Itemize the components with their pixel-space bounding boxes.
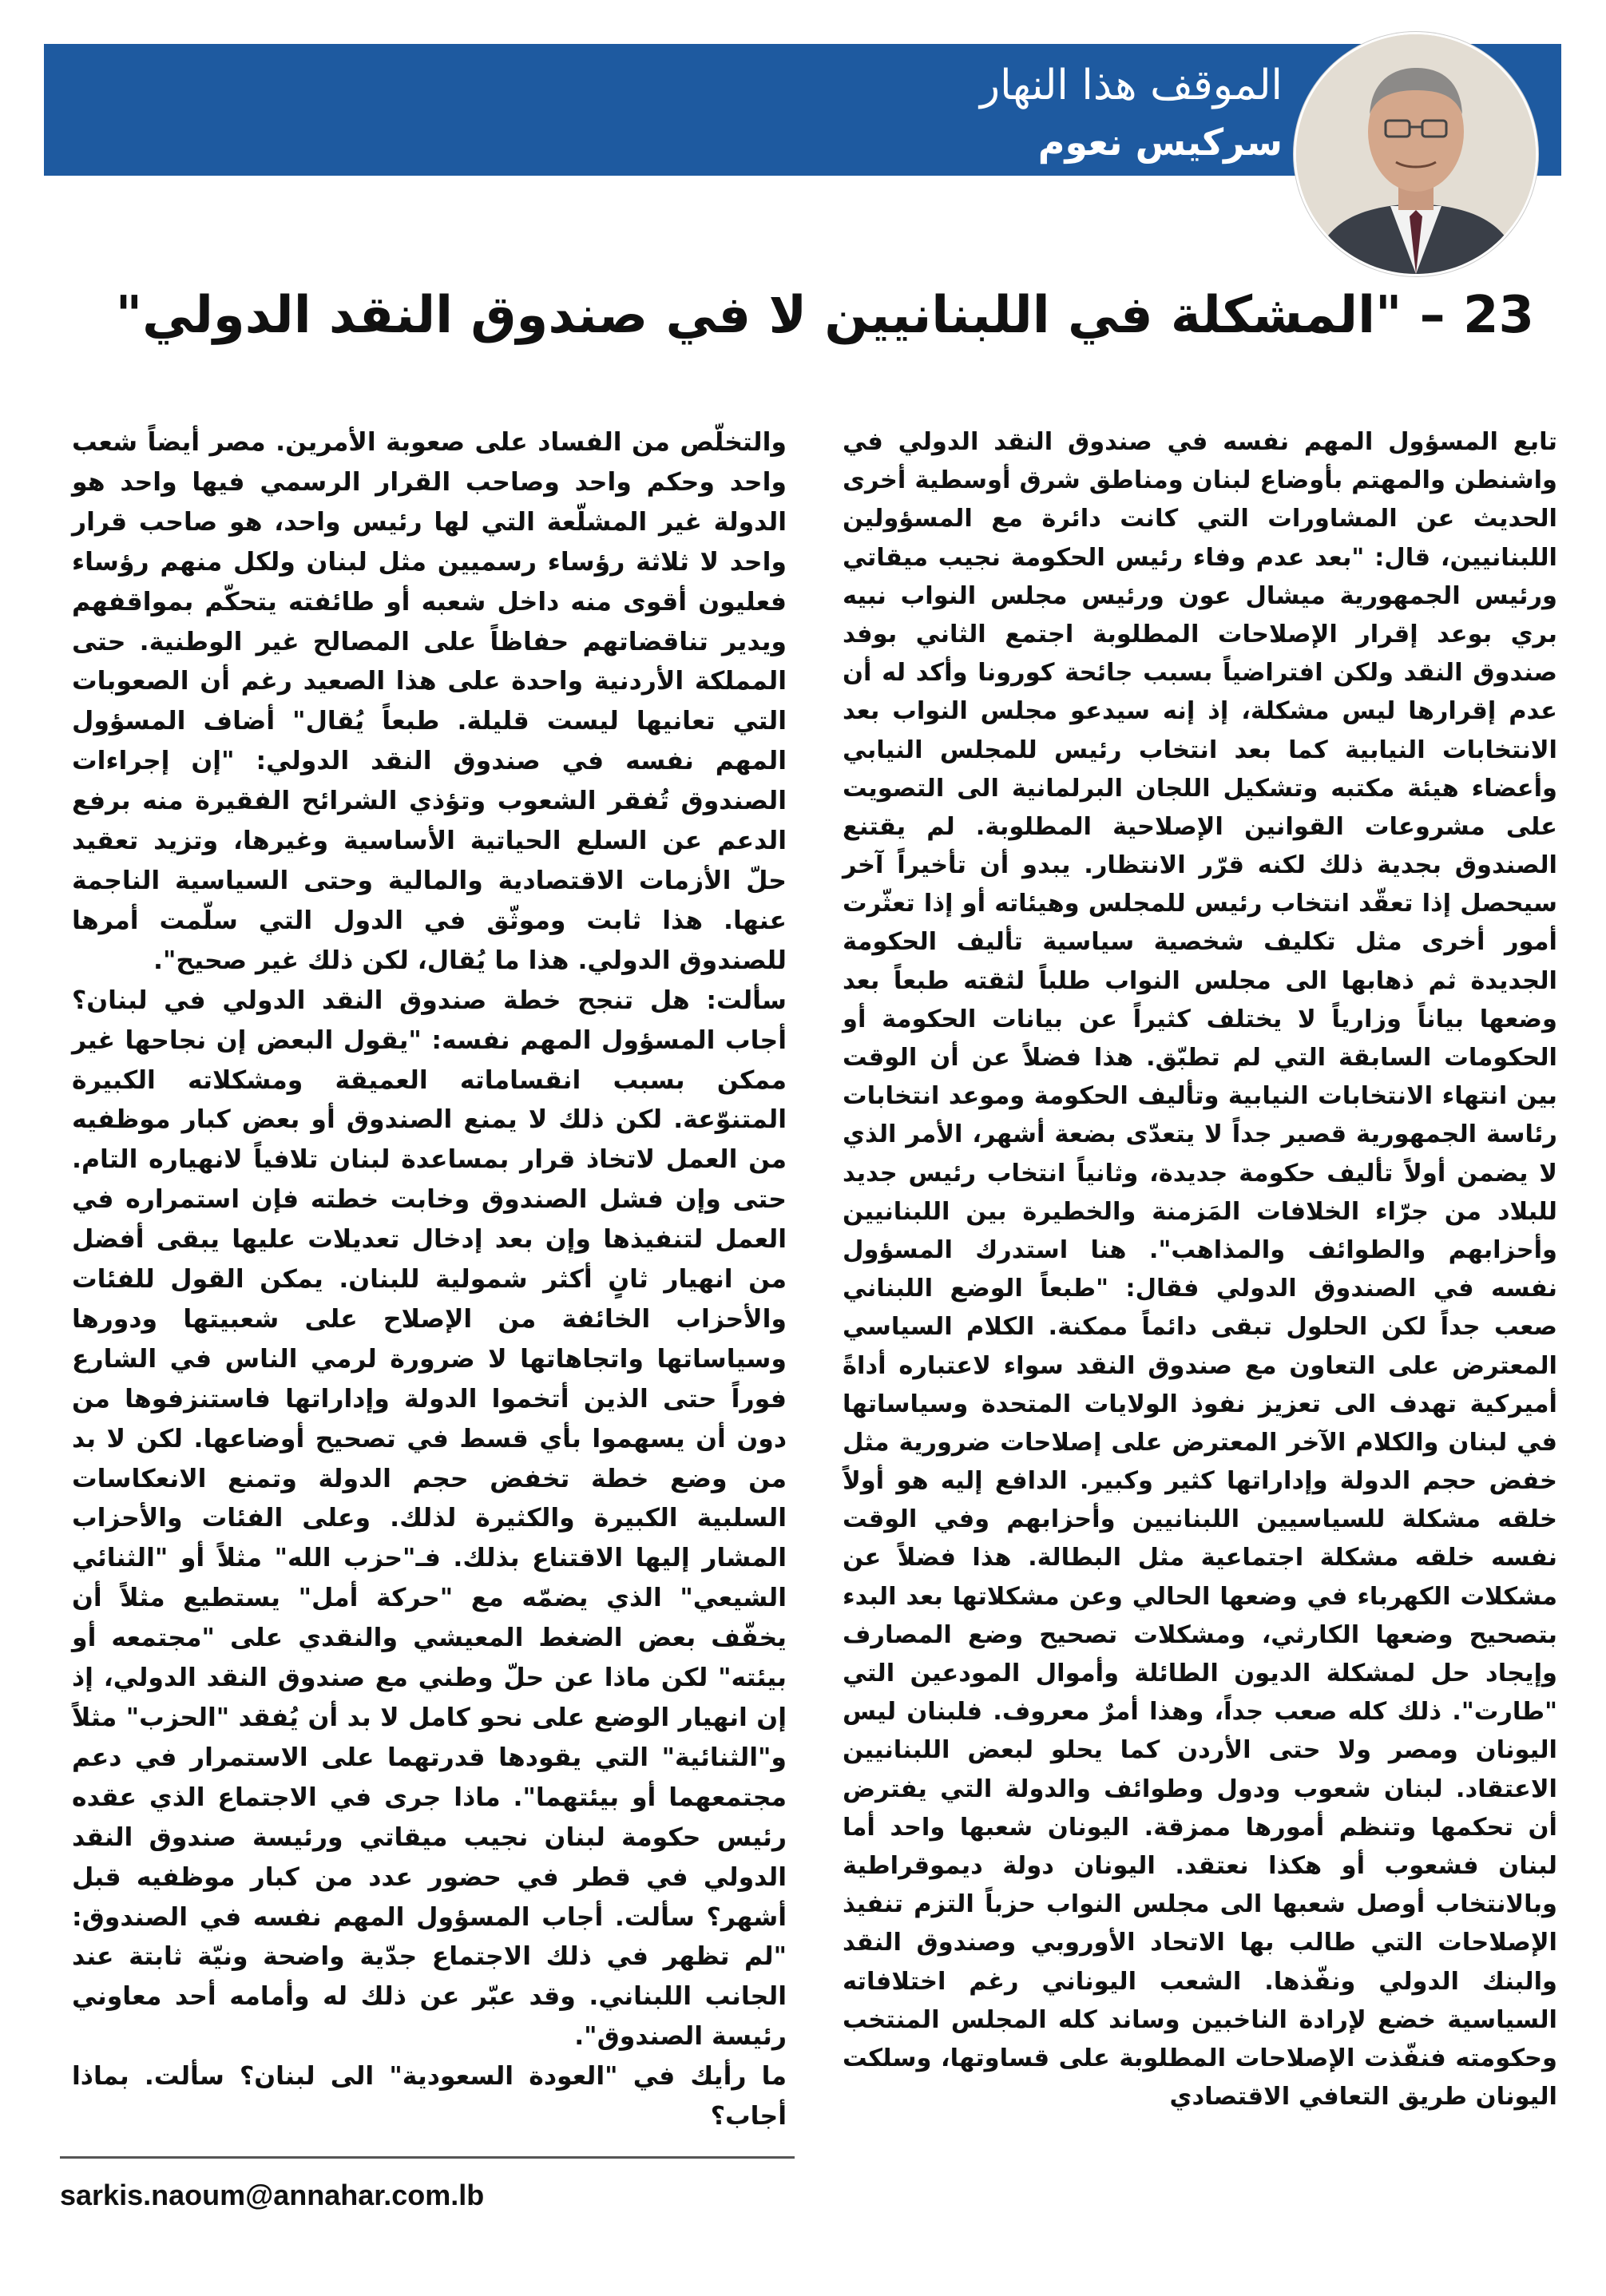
- author-portrait: [1294, 32, 1538, 276]
- author-email: sarkis.naoum@annahar.com.lb: [60, 2179, 485, 2211]
- column-name: الموقف هذا النهار: [979, 61, 1283, 109]
- paragraph: سألت: هل تنجح خطة صندوق النقد الدولي في لبنان؟ أجاب المسؤول المهم نفسه: "يقول البعض إن نجاحها غير ممكن بسبب انقساماته العميقة ومشكلاته الكبيرة المتنوّعة. لكن ذلك لا يمنع الصندوق أو بعض كبار موظفيه من العمل لاتخاذ قرار بمساعدة لبنان تلافياً لانهياره التام. حتى وإن فشل الصندوق وخابت خطته فإن استمراره في العمل لتنفيذها وإن بعد إدخال تعديلات عليها يبقى أفضل من انهيار ثانٍ أكثر شمولية للبنان. يمكن القول للفئات والأحزاب الخائفة من الإصلاح على شعبيتها ودورها وسياساتها واتجاهاتها لا ضرورة لرمي الناس في الشارع فوراً حتى الذين أتخموا الدولة وإداراتها فاستنزفوها من دون أن يسهموا بأي قسط في تصحيح أوضاعها. لكن لا بد من وضع خطة تخفض حجم الدولة وتمنع الانعكاسات السلبية الكبيرة والكثيرة لذلك. وعلى الفئات والأحزاب المشار إليها الاقتناع بذلك. فـ"حزب الله" مثلاً أو "الثنائي الشيعي" الذي يضمّه مع "حركة أمل" يستطيع مثلاً أن يخفّف بعض الضغط المعيشي والنقدي على "مجتمعه أو بيئته" لكن ماذا عن حلّ وطني مع صندوق النقد الدولي، إذ إن انهيار الوضع على نحو كامل لا بد أن يُفقد "الحزب" مثلاً و"الثنائية" التي يقودها قدرتهما على الاستمرار في دعم مجتمعهما أو بيئتهما". ماذا جرى في الاجتماع الذي عقده رئيس حكومة لبنان نجيب ميقاتي ورئيسة صندوق النقد الدولي في قطر في حضور عدد من كبار موظفيه قبل أشهر؟ سألت. أجاب المسؤول المهم نفسه في الصندوق: "لم تظهر في ذلك الاجتماع جدّية واضحة ونيّة ثابتة عند الجانب اللبناني. وقد عبّر عن ذلك له وأمامه أحد معاوني رئيسة الصندوق".: [72, 985, 787, 2052]
- author-name: سركيس نعوم: [1037, 121, 1283, 164]
- headline: 23 – "المشكلة في اللبنانيين لا في صندوق النقد الدولي": [115, 286, 1534, 345]
- paragraph: والتخلّص من الفساد على صعوبة الأمرين. مصر أيضاً شعب واحد وحكم واحد وصاحب القرار الرسمي فيها واحد هو الدولة غير المشلّعة التي لها رئيس واحد، هو صاحب قرار واحد لا ثلاثة رؤساء رسميين مثل لبنان ولكل منهم رؤساء فعليون أقوى منه داخل شعبه أو طائفته يتحكّم بمواقفهم ويدير تناقضاتهم حفاظاً على المصالح غير الوطنية. حتى المملكة الأردنية واحدة على هذا الصعيد رغم أن الصعوبات التي تعانيها ليست قليلة. طبعاً يُقال" أضاف المسؤول المهم نفسه في صندوق النقد الدولي: "إن إجراءات الصندوق تُفقر الشعوب وتؤذي الشرائح الفقيرة منه برفع الدعم عن السلع الحياتية الأساسية وغيرها، وتزيد تعقيد حلّ الأزمات الاقتصادية والمالية وحتى السياسية الناجمة عنها. هذا ثابت وموثّق في الدول التي سلّمت أمرها للصندوق الدولي. هذا ما يُقال، لكن ذلك غير صحيح".: [72, 428, 787, 975]
- article-column-left: [72, 423, 787, 2137]
- article-column-right: [843, 423, 1557, 2116]
- footer-divider: [60, 2156, 795, 2159]
- paragraph: تابع المسؤول المهم نفسه في صندوق النقد الدولي في واشنطن والمهتم بأوضاع لبنان ومناطق شرق أوسطية أخرى الحديث عن المشاورات التي كانت دائرة مع المسؤولين اللبنانيين، قال: "بعد عدم وفاء رئيس الحكومة نجيب ميقاتي ورئيس الجمهورية ميشال عون ورئيس مجلس النواب نبيه بري بوعد إقرار الإصلاحات المطلوبة اجتمع الثاني بوفد صندوق النقد ولكن افتراضياً بسبب جائحة كورونا وأكد له أن عدم إقرارها ليس مشكلة، إذ إنه سيدعو مجلس النواب بعد الانتخابات النيابية كما بعد انتخاب رئيس للمجلس النيابي وأعضاء هيئة مكتبه وتشكيل اللجان البرلمانية الى التصويت على مشروعات القوانين الإصلاحية المطلوبة. لم يقتنع الصندوق بجدية ذلك لكنه قرّر الانتظار. يبدو أن تأخيراً آخر سيحصل إذا تعقّد انتخاب رئيس للمجلس وهيئاته أو إذا تعثّرت أمور أخرى مثل تكليف شخصية سياسية تأليف الحكومة الجديدة ثم ذهابها الى مجلس النواب طلباً لثقته طبعاً بعد وضعها بياناً وزارياً لا يختلف كثيراً عن بيانات الحكومة أو الحكومات السابقة التي لم تطبّق. هذا فضلاً عن أن الوقت بين انتهاء الانتخابات النيابية وتأليف الحكومة وموعد انتخابات رئاسة الجمهورية قصير جداً لا يتعدّى بضعة أشهر، الأمر الذي لا يضمن أولاً تأليف حكومة جديدة، وثانياً انتخاب رئيس جديد للبلاد من جرّاء الخلافات المَزمنة والخطيرة بين اللبنانيين وأحزابهم والطوائف والمذاهب". هنا استدرك المسؤول نفسه في الصندوق الدولي فقال: "طبعاً الوضع اللبناني صعب جداً لكن الحلول تبقى دائماً ممكنة. الكلام السياسي المعترض على التعاون مع صندوق النقد سواء لاعتباره أداةً أميركية تهدف الى تعزيز نفوذ الولايات المتحدة وسياساتها في لبنان والكلام الآخر المعترض على إصلاحات ضرورية مثل خفض حجم الدولة وإداراتها كثير وكبير. الدافع إليه هو أولاً خلقه مشكلة للسياسيين اللبنانيين وأحزابهم وفي الوقت نفسه خلقه مشكلة اجتماعية مثل البطالة. هذا فضلاً عن مشكلات الكهرباء في وضعها الحالي وعن مشكلاتها بعد البدء بتصحيح وضعها الكارثي، ومشكلات تصحيح وضع المصارف وإيجاد حل لمشكلة الديون الطائلة وأموال المودعين التي "طارت". ذلك كله صعب جداً، وهذا أمرٌ معروف. فلبنان ليس اليونان ومصر ولا حتى الأردن كما يحلو لبعض اللبنانيين الاعتقاد. لبنان شعوب ودول وطوائف والدولة التي يفترض أن تحكمها وتنظم أمورها ممزقة. اليونان شعبها واحد أما لبنان فشعوب أو هكذا نعتقد. اليونان دولة ديموقراطية وبالانتخاب أوصل شعبها الى مجلس النواب حزباً التزم تنفيذ الإصلاحات التي طالب بها الاتحاد الأوروبي وصندوق النقد والبنك الدولي ونفّذها. الشعب اليوناني رغم اختلافاته السياسية خضع لإرادة الناخبين وساند كله المجلس المنتخب وحكومته فنفّذت الإصلاحات المطلوبة على قساوتها، وسلكت اليونان طريق التعافي الاقتصادي: [843, 428, 1557, 2112]
- paragraph: ما رأيك في "العودة السعودية" الى لبنان؟ سألت. بماذا أجاب؟: [72, 2062, 787, 2131]
